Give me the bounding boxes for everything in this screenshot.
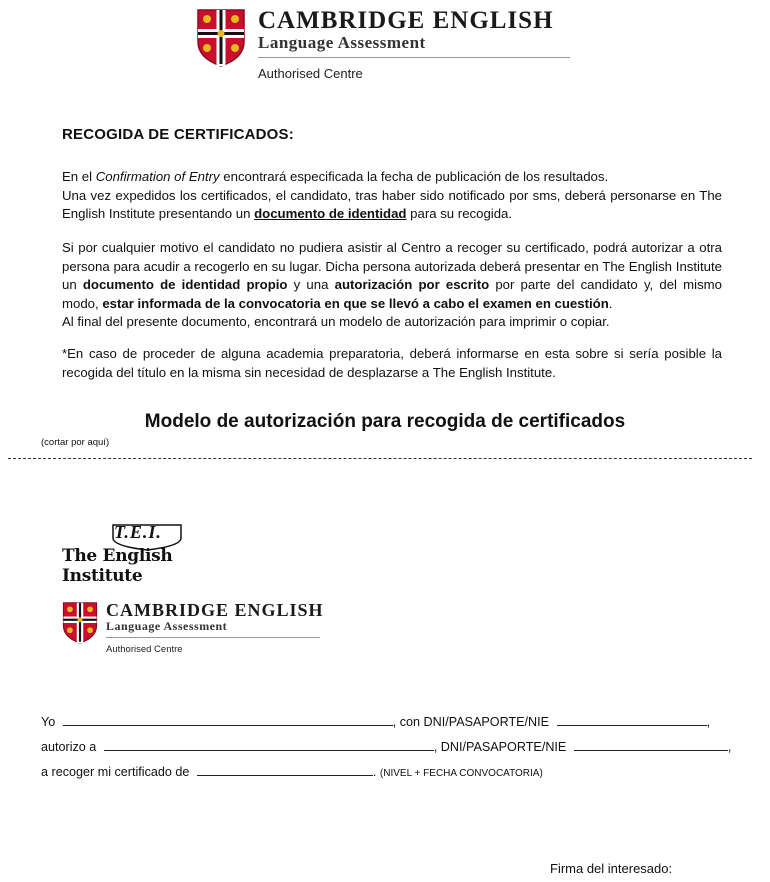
text-run-bold: documento de identidad propio [82, 277, 288, 292]
text-run: . [608, 295, 613, 311]
authorized-id-blank-field[interactable] [574, 739, 728, 751]
authorized-person-blank-field[interactable] [104, 739, 434, 751]
name-blank-field[interactable] [63, 714, 393, 726]
logo-authorised: Authorised Centre [258, 66, 363, 81]
logo-brand: CAMBRIDGE ENGLISH [106, 600, 324, 620]
logo-brand: CAMBRIDGE ENGLISH [258, 7, 554, 34]
form-label: a recoger mi certificado de [41, 765, 190, 779]
logo-subtitle: Language Assessment [106, 619, 228, 633]
text-run: y una [287, 277, 335, 292]
cambridge-logo-bottom [62, 601, 324, 655]
form-line-name [41, 714, 710, 729]
text-run: Si por cualquier motivo el candidato no pudiera asistir al Centro a recoger su certificado, podrá autorizar a otra persona para acudir a recogerlo en su lugar. Dicha persona autorizada deberá presentar en The English Institute un [62, 240, 722, 292]
form-line-certificate [41, 764, 543, 779]
text-run: por parte del candidato y, del mismo modo, [62, 277, 722, 311]
form-label: autorizo a [41, 740, 97, 754]
english-institute-logo [62, 522, 242, 584]
text-run-bold: estar informada de la convocatoria en que se llevó a cabo el examen en cuestión [102, 295, 609, 311]
paragraph-authorization [62, 239, 722, 332]
form-label: Yo [41, 715, 56, 729]
text-run: Una vez expedidos los certificados, el candidato, tras haber sido notificado por sms, deberá personarse en The English Institute presentando un [62, 187, 722, 221]
signature-label: Firma del interesado: [550, 861, 673, 876]
form-label: , con DNI/PASAPORTE/NIE [392, 715, 550, 729]
tei-name: The English Institute [62, 546, 173, 586]
form-label: , [706, 715, 711, 729]
logo-rule [106, 637, 320, 638]
paragraph-academy-note: *En caso de proceder de alguna academia preparatoria, deberá informarse en esta sobre si sería posible la recogida del título en la misma sin necesidad de desplazarse a The English Institute. [62, 346, 722, 380]
text-run: encontrará especificada la fecha de publicación de los resultados. [219, 169, 609, 184]
text-run-italic: Confirmation of Entry [95, 169, 220, 184]
cut-note: (cortar por aquí) [41, 437, 110, 448]
cut-dashed-line [8, 458, 752, 459]
paragraph-results [62, 168, 722, 224]
certificate-blank-field[interactable] [197, 764, 373, 776]
paragraph-line [62, 168, 722, 187]
cambridge-logo-top [196, 8, 570, 81]
logo-rule [258, 57, 570, 58]
logo-subtitle: Language Assessment [258, 33, 426, 52]
text-run: En el [62, 169, 96, 184]
form-label: , DNI/PASAPORTE/NIE [433, 740, 567, 754]
tei-monogram: T.E.I. [114, 522, 162, 542]
model-title: Modelo de autorización para recogida de certificados [144, 411, 626, 432]
form-note: (NIVEL + FECHA CONVOCATORIA) [379, 768, 543, 779]
form-label: . [372, 765, 377, 779]
paragraph-line [62, 239, 722, 313]
text-run-underlined: documento de identidad [254, 206, 407, 221]
text-run: para su recogida. [406, 206, 513, 221]
cambridge-shield-icon [62, 601, 98, 645]
text-run-bold: autorización por escrito [334, 277, 490, 292]
id-blank-field[interactable] [557, 714, 707, 726]
paragraph-line [62, 187, 722, 224]
form-line-authorize [41, 739, 731, 754]
section-heading: RECOGIDA DE CERTIFICADOS: [62, 126, 294, 143]
cambridge-shield-icon [196, 8, 246, 68]
form-label: , [727, 740, 732, 754]
paragraph-line: Al final del presente documento, encontrará un modelo de autorización para imprimir o copiar. [62, 314, 610, 329]
logo-authorised: Authorised Centre [106, 644, 183, 655]
